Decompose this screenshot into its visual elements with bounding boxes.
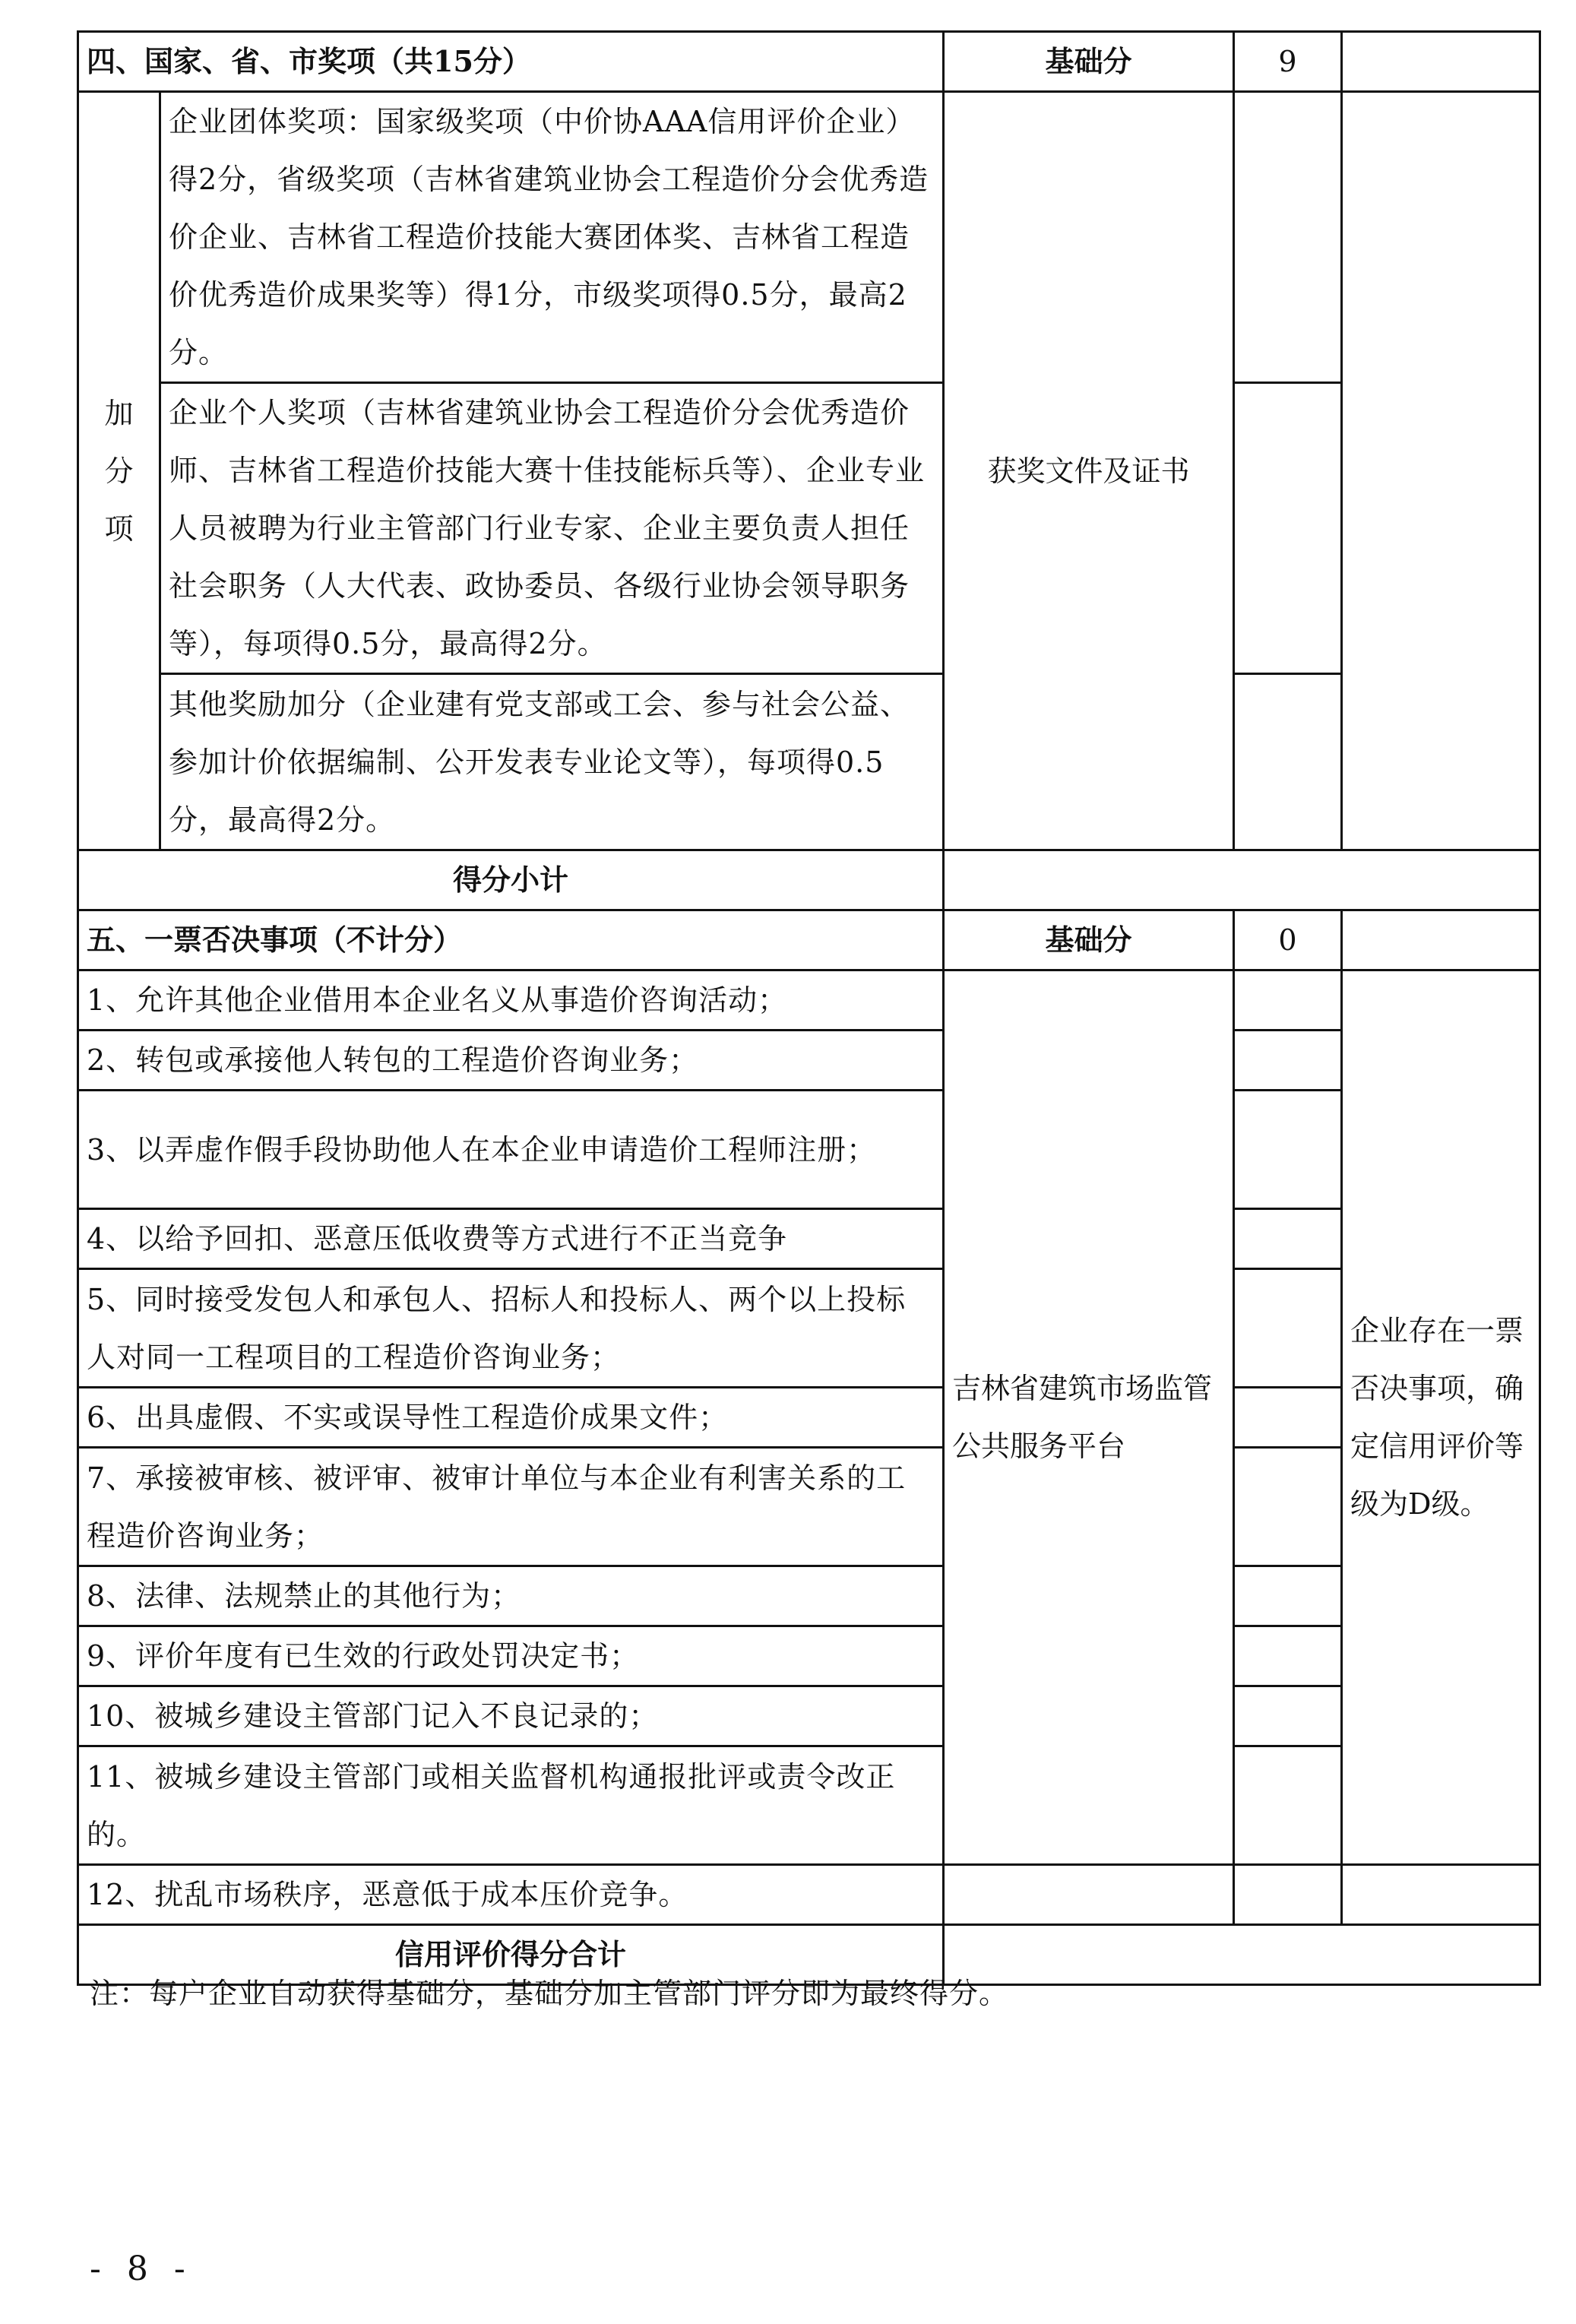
section5-title: 五、一票否决事项（不计分） — [78, 910, 944, 970]
veto-item-1: 1、允许其他企业借用本企业名义从事造价咨询活动； — [78, 970, 944, 1031]
section5-base-score: 0 — [1234, 910, 1342, 970]
bonus-item-2: 企业个人奖项（吉林省建筑业协会工程造价分会优秀造价师、吉林省工程造价技能大赛十佳技能标兵等）、企业专业人员被聘为行业主管部门行业专家、企业主要负责人担任社会职务（人大代表、政协委员、各级行业协会领导职务等），每项得0.5分，最高得2分。 — [160, 383, 944, 674]
veto-row-12 — [78, 1865, 1540, 1925]
veto-row-1 — [78, 970, 1540, 1031]
veto-score-cell-5 — [1234, 1269, 1342, 1388]
veto-score-cell-9 — [1234, 1626, 1342, 1686]
veto-score-cell-11 — [1234, 1746, 1342, 1865]
bonus-score-cell-1 — [1234, 92, 1342, 383]
veto-item-2: 2、转包或承接他人转包的工程造价咨询业务； — [78, 1031, 944, 1091]
veto-item-4: 4、以给予回扣、恶意压低收费等方式进行不正当竞争 — [78, 1209, 944, 1269]
veto-row-6 — [78, 1388, 1540, 1448]
total-label: 信用评价得分合计 — [78, 1925, 944, 1985]
veto-score-cell-8 — [1234, 1566, 1342, 1626]
veto-row-9 — [78, 1626, 1540, 1686]
veto-score-cell-10 — [1234, 1686, 1342, 1746]
veto-row-10 — [78, 1686, 1540, 1746]
veto-row-5 — [78, 1269, 1540, 1388]
total-value-cell — [944, 1925, 1540, 1985]
veto-item-5: 5、同时接受发包人和承包人、招标人和投标人、两个以上投标人对同一工程项目的工程造价咨询业务； — [78, 1269, 944, 1388]
veto-result-cell-12 — [1342, 1865, 1540, 1925]
veto-score-cell-7 — [1234, 1448, 1342, 1566]
veto-item-12: 12、扰乱市场秩序，恶意低于成本压价竞争。 — [78, 1865, 944, 1925]
veto-row-3 — [78, 1091, 1540, 1209]
veto-item-11: 11、被城乡建设主管部门或相关监督机构通报批评或责令改正的。 — [78, 1746, 944, 1865]
bonus-item-1: 企业团体奖项：国家级奖项（中价协AAA信用评价企业）得2分，省级奖项（吉林省建筑业协会工程造价分会优秀造价企业、吉林省工程造价技能大赛团体奖、吉林省工程造价优秀造价成果奖等）得1分，市级奖项得0.5分，最高2分。 — [160, 92, 944, 383]
section4-title: 四、国家、省、市奖项（共15分） — [78, 32, 944, 92]
page-number: - 8 - — [90, 2250, 193, 2288]
bonus-label-char-2: 分 — [104, 454, 134, 488]
bonus-remark-cell — [1342, 92, 1540, 850]
veto-score-cell-4 — [1234, 1209, 1342, 1269]
credit-evaluation-table — [77, 30, 1541, 1986]
section5-blank-cell — [1342, 910, 1540, 970]
bonus-label-char-3: 项 — [104, 511, 134, 546]
section4-header-row — [78, 32, 1540, 92]
veto-row-4 — [78, 1209, 1540, 1269]
veto-row-11 — [78, 1746, 1540, 1865]
section5-header-row — [78, 910, 1540, 970]
veto-item-3: 3、以弄虚作假手段协助他人在本企业申请造价工程师注册； — [78, 1091, 944, 1209]
veto-source: 吉林省建筑市场监管公共服务平台 — [944, 970, 1234, 1865]
bonus-row-2 — [78, 383, 1540, 674]
bonus-label-char-1: 加 — [104, 396, 134, 430]
subtotal-value-cell — [944, 850, 1540, 910]
veto-row-7 — [78, 1448, 1540, 1566]
veto-source-cell-12 — [944, 1865, 1234, 1925]
bonus-score-cell-3 — [1234, 674, 1342, 850]
veto-row-8 — [78, 1566, 1540, 1626]
subtotal-row — [78, 850, 1540, 910]
bonus-label — [78, 92, 160, 850]
veto-item-7: 7、承接被审核、被评审、被审计单位与本企业有利害关系的工程造价咨询业务； — [78, 1448, 944, 1566]
veto-score-cell-2 — [1234, 1031, 1342, 1091]
bonus-row-1 — [78, 92, 1540, 383]
veto-score-cell-12 — [1234, 1865, 1342, 1925]
veto-score-cell-3 — [1234, 1091, 1342, 1209]
bonus-source: 获奖文件及证书 — [944, 92, 1234, 850]
section4-base-score: 9 — [1234, 32, 1342, 92]
section4-base-label: 基础分 — [944, 32, 1234, 92]
veto-result: 企业存在一票否决事项，确定信用评价等级为D级。 — [1342, 970, 1540, 1865]
veto-score-cell-6 — [1234, 1388, 1342, 1448]
footnote: 注：每户企业自动获得基础分，基础分加主管部门评分即为最终得分。 — [90, 1977, 1009, 2010]
section4-blank-cell — [1342, 32, 1540, 92]
veto-row-2 — [78, 1031, 1540, 1091]
veto-item-8: 8、法律、法规禁止的其他行为； — [78, 1566, 944, 1626]
veto-item-9: 9、评价年度有已生效的行政处罚决定书； — [78, 1626, 944, 1686]
subtotal-label: 得分小计 — [78, 850, 944, 910]
bonus-row-3 — [78, 674, 1540, 850]
veto-item-6: 6、出具虚假、不实或误导性工程造价成果文件； — [78, 1388, 944, 1448]
section5-base-label: 基础分 — [944, 910, 1234, 970]
bonus-item-3: 其他奖励加分（企业建有党支部或工会、参与社会公益、参加计价依据编制、公开发表专业论文等），每项得0.5分，最高得2分。 — [160, 674, 944, 850]
veto-item-10: 10、被城乡建设主管部门记入不良记录的； — [78, 1686, 944, 1746]
bonus-score-cell-2 — [1234, 383, 1342, 674]
veto-score-cell-1 — [1234, 970, 1342, 1031]
